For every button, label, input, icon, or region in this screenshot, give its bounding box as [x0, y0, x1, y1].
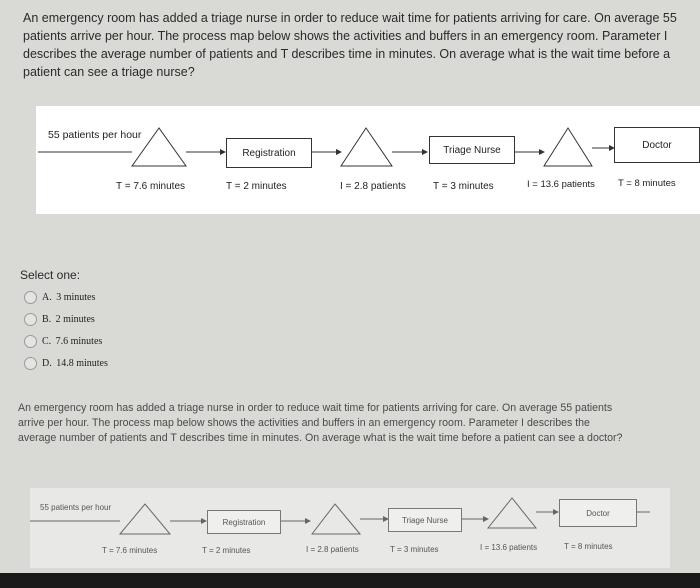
option-a-text: 3 minutes: [56, 291, 96, 303]
process-map-1-lines: [36, 106, 700, 214]
option-c-text: 7.6 minutes: [55, 335, 103, 347]
buffer-triangle-2-1: [120, 504, 170, 534]
option-d-text: 14.8 minutes: [56, 357, 108, 369]
option-c-letter: C.: [42, 335, 52, 347]
process-map-1: [36, 106, 700, 214]
option-d-radio[interactable]: [24, 357, 37, 370]
buffer-1-time: T = 7.6 minutes: [116, 181, 186, 192]
buffer-triangle-2-2: [312, 504, 360, 534]
doctor-box: Doctor: [614, 127, 700, 163]
option-b-radio[interactable]: [24, 313, 37, 326]
option-d[interactable]: [24, 354, 108, 372]
buffer-3-inventory-2: I = 13.6 patients: [480, 543, 538, 552]
registration-time-2: T = 2 minutes: [202, 546, 251, 555]
option-a-radio[interactable]: [24, 291, 37, 304]
option-a[interactable]: [24, 288, 95, 306]
option-b[interactable]: [24, 310, 95, 328]
buffer-triangle-2-3: [488, 498, 536, 528]
option-b-text: 2 minutes: [55, 313, 95, 325]
option-c[interactable]: [24, 332, 102, 350]
question-2-text: An emergency room has added a triage nurse in order to reduce wait time for patients arriving for care. On average 55 patients arrive per hour. The process map below shows the activities and buffers in an emergency room. Parameter I describes the average number of patients and T describes time in minutes. On average what is the wait time before a patient can see a doctor?: [18, 402, 623, 444]
triage-time: T = 3 minutes: [433, 181, 494, 192]
doctor-time-2: T = 8 minutes: [564, 542, 613, 551]
buffer-triangle-3: [544, 128, 592, 166]
doctor-box-2: Doctor: [559, 499, 637, 527]
option-b-letter: B.: [42, 313, 52, 325]
question-1-text: An emergency room has added a triage nurse in order to reduce wait time for patients arriving for care. On average 55 patients arrive per hour. The process map below shows the activities and buffers in an emergency room. Parameter I describes the average number of patients and T describes time in minutes. On average what is the wait time before a patient can see a triage nurse?: [23, 11, 677, 79]
doctor-time: T = 8 minutes: [618, 178, 676, 189]
triage-nurse-box: Triage Nurse: [429, 136, 515, 164]
option-a-letter: A.: [42, 291, 52, 303]
arrival-rate-label: 55 patients per hour: [48, 129, 142, 141]
registration-box: Registration: [226, 138, 312, 168]
arrival-rate-label-2: 55 patients per hour: [40, 503, 112, 512]
buffer-1-time-2: T = 7.6 minutes: [102, 546, 158, 555]
registration-box-2: Registration: [207, 510, 281, 534]
buffer-3-inventory: I = 13.6 patients: [527, 179, 595, 190]
bottom-edge: [0, 573, 700, 588]
buffer-triangle-2: [341, 128, 392, 166]
triage-nurse-box-2: Triage Nurse: [388, 508, 462, 532]
process-map-2: [30, 488, 670, 568]
registration-time: T = 2 minutes: [226, 181, 287, 192]
buffer-2-inventory-2: I = 2.8 patients: [306, 545, 359, 554]
option-d-letter: D.: [42, 357, 52, 369]
buffer-2-inventory: I = 2.8 patients: [340, 181, 406, 192]
select-one-label: Select one:: [20, 268, 81, 282]
triage-time-2: T = 3 minutes: [390, 545, 439, 554]
option-c-radio[interactable]: [24, 335, 37, 348]
